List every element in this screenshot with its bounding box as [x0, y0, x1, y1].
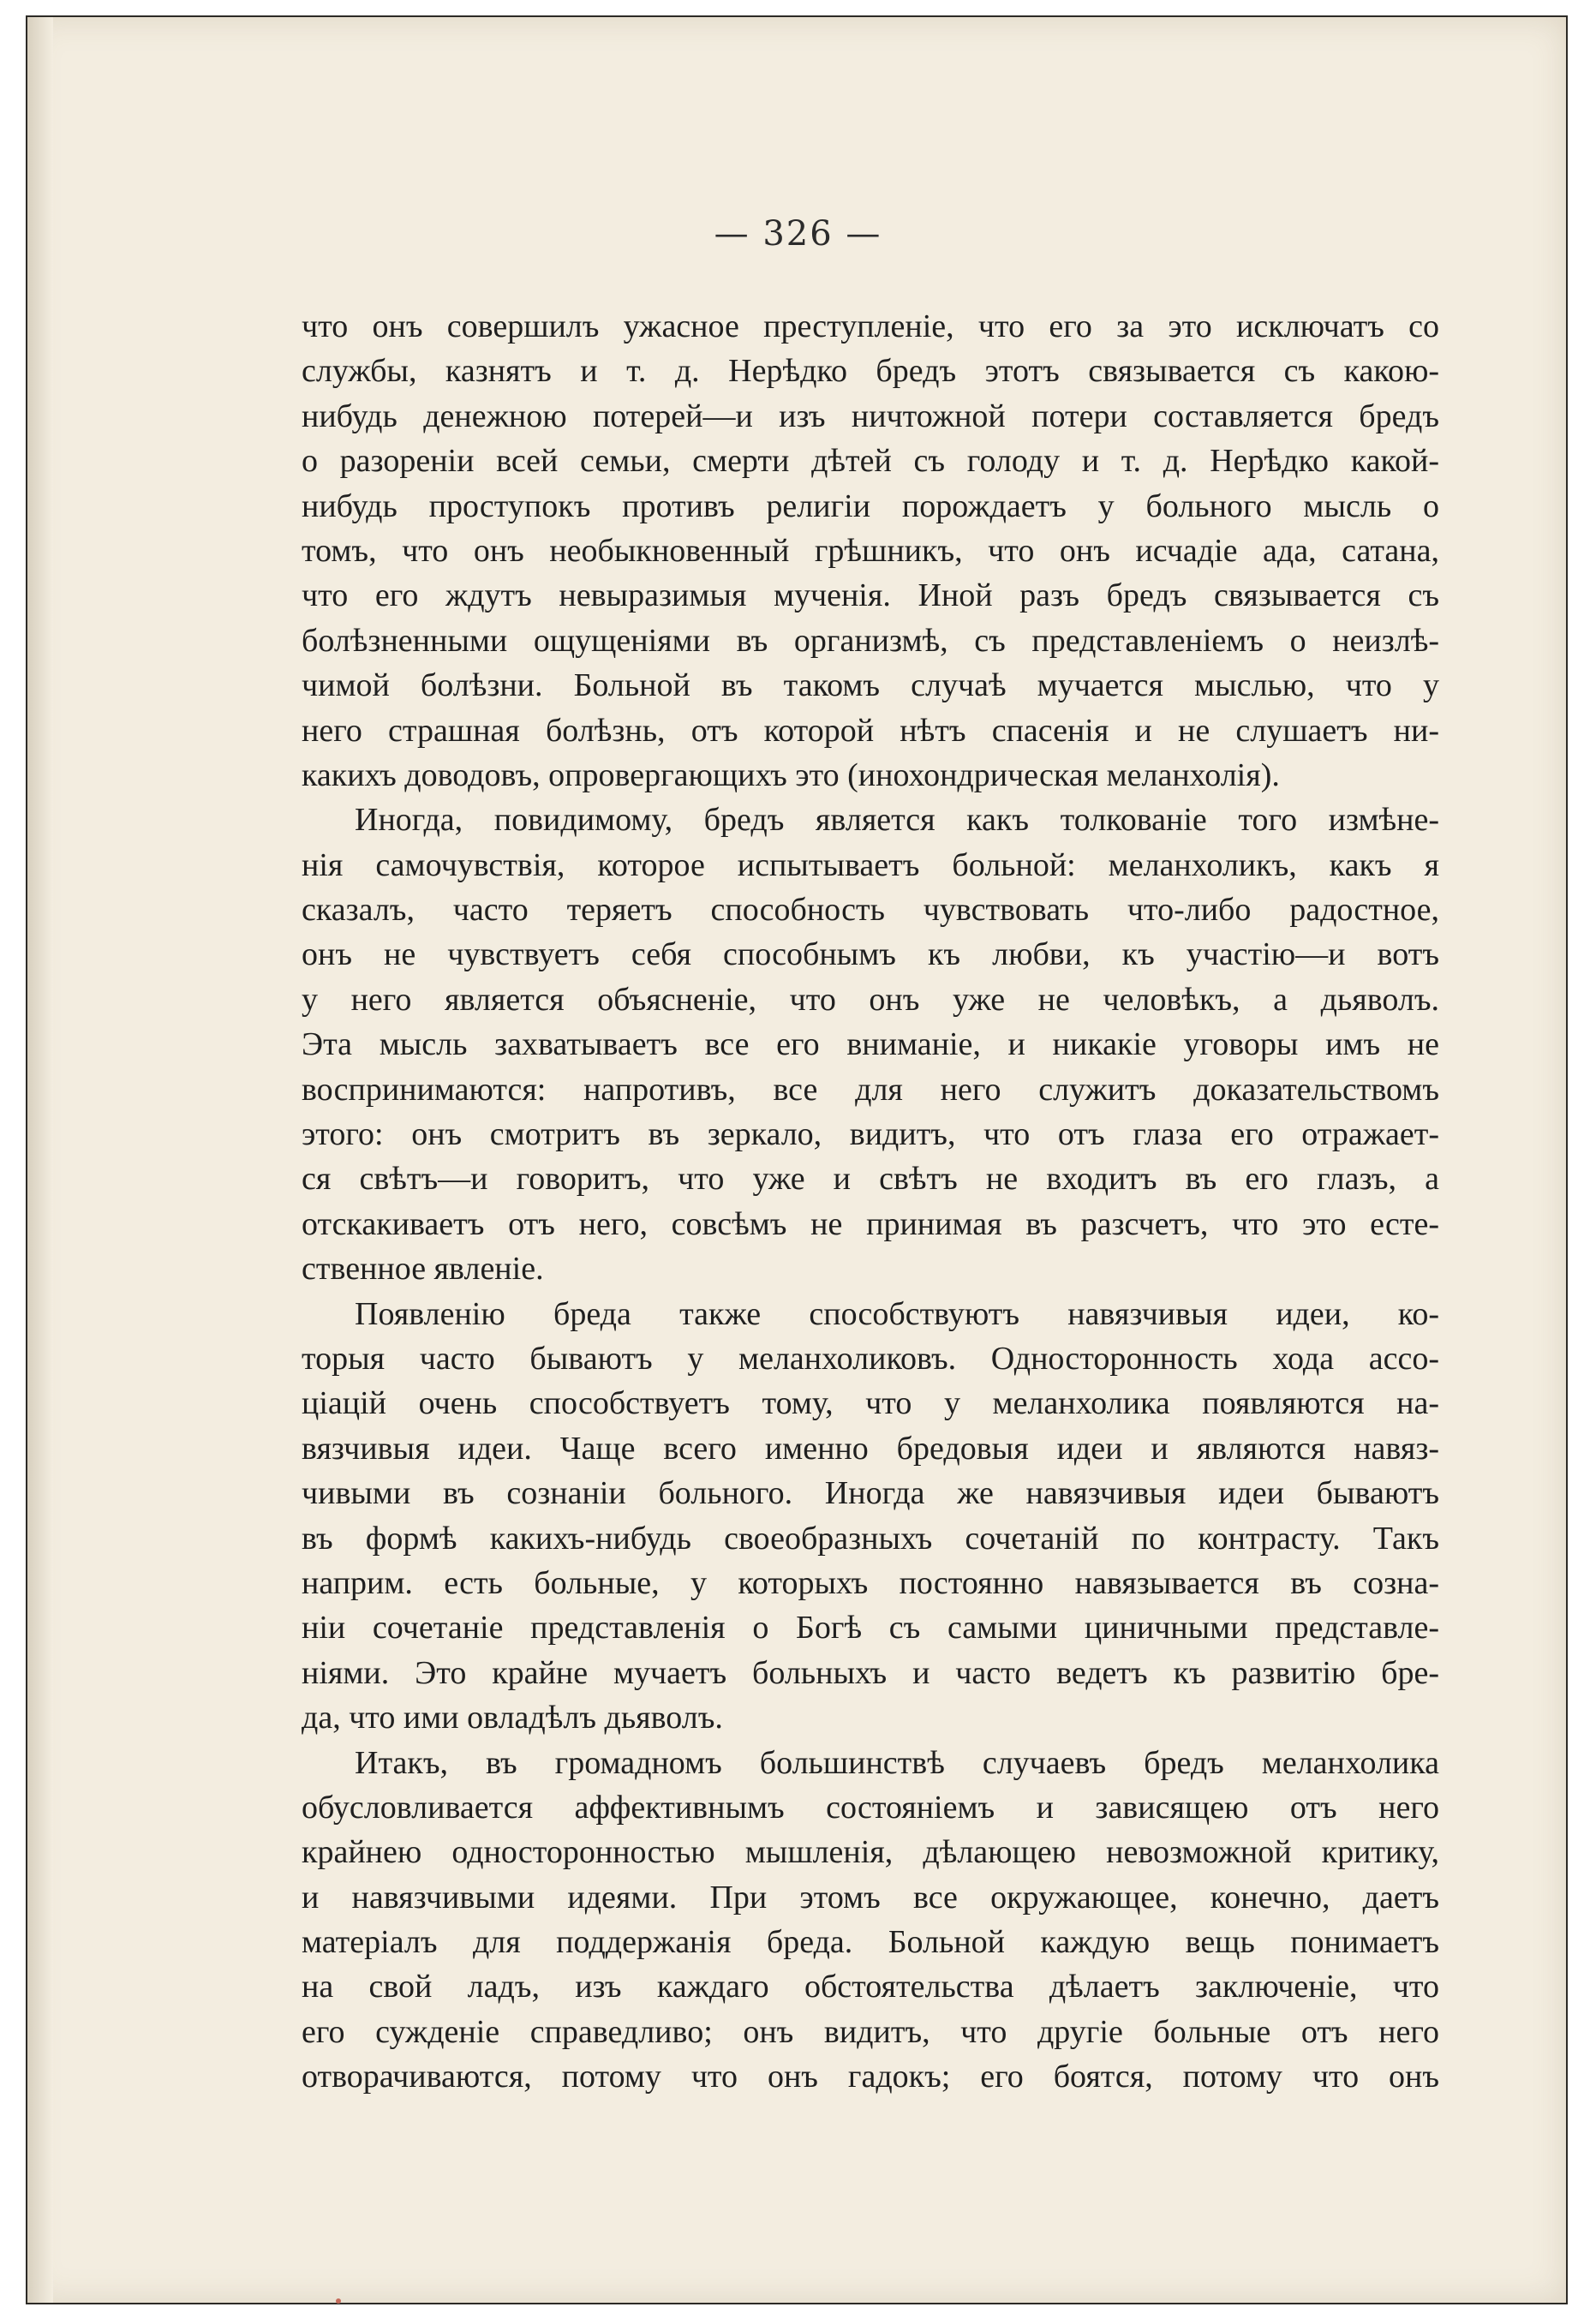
text-line: что его ждутъ невыразимыя мученія. Иной разъ бредъ связывается съ — [302, 577, 1439, 614]
text-line: какихъ доводовъ, опровергающихъ это (инохондрическая меланхолія). — [302, 756, 1280, 793]
text-line: торыя часто бываютъ у меланхоликовъ. Односторонность хода ассо- — [302, 1340, 1439, 1377]
text-line: томъ, что онъ необыкновенный грѣшникъ, что онъ исчадіе ада, сатана, — [302, 532, 1439, 569]
text-line: вязчивыя идеи. Чаще всего именно бредовыя идеи и являются навяз- — [302, 1430, 1439, 1467]
text-line: у него является объясненіе, что онъ уже не человѣкъ, а дьяволъ. — [302, 981, 1439, 1018]
text-line: ціацій очень способствуетъ тому, что у меланхолика появляются на- — [302, 1385, 1439, 1422]
text-line: нибудь денежною потерей—и изъ ничтожной потери составляется бредъ — [302, 397, 1439, 434]
paragraph-4 — [302, 1741, 1439, 2100]
text-line: Итакъ, въ громадномъ большинствѣ случаевъ бредъ меланхолика — [355, 1744, 1439, 1781]
text-line: чимой болѣзни. Больной въ такомъ случаѣ мучается мыслью, что у — [302, 667, 1439, 704]
paragraph-2 — [302, 798, 1439, 1291]
body-text — [302, 304, 1439, 2100]
text-line: нія самочувствія, которое испытываетъ больной: меланхоликъ, какъ я — [302, 846, 1439, 883]
text-line: матеріалъ для поддержанія бреда. Больной каждую вещь понимаетъ — [302, 1924, 1439, 1961]
text-line: него страшная болѣзнь, отъ которой нѣтъ спасенія и не слушаетъ ни- — [302, 712, 1439, 749]
text-line: Эта мысль захватываетъ все его вниманіе, и никакіе уговоры имъ не — [302, 1026, 1439, 1063]
text-line: ніями. Это крайне мучаетъ больныхъ и часто ведетъ къ развитію бре- — [302, 1654, 1439, 1691]
paragraph-1 — [302, 304, 1439, 798]
text-line: этого: онъ смотритъ въ зеркало, видитъ, что отъ глаза его отражает- — [302, 1116, 1439, 1153]
text-line: отворачиваются, потому что онъ гадокъ; его боятся, потому что онъ — [302, 2059, 1439, 2095]
page-gutter-shadow — [27, 17, 53, 2303]
text-line: онъ не чувствуетъ себя способнымъ къ любви, къ участію—и вотъ — [302, 936, 1439, 973]
text-line: отскакиваетъ отъ него, совсѣмъ не принимая въ разсчетъ, что это есте- — [302, 1205, 1439, 1242]
text-line: ніи сочетаніе представленія о Богѣ съ самыми циничными представле- — [302, 1610, 1439, 1647]
text-line: на свой ладъ, изъ каждаго обстоятельства дѣлаетъ заключеніе, что — [302, 1969, 1439, 2005]
text-line: Появленію бреда также способствуютъ навязчивыя идеи, ко- — [355, 1295, 1439, 1332]
scan-top-edge — [0, 0, 1596, 15]
text-line: чивыми въ сознаніи больного. Иногда же навязчивыя идеи бываютъ — [302, 1475, 1439, 1512]
text-line: крайнею односторонностью мышленія, дѣлающею невозможной критику, — [302, 1834, 1439, 1871]
text-line: воспринимаются: напротивъ, все для него служитъ доказательствомъ — [302, 1071, 1439, 1108]
text-line: Иногда, повидимому, бредъ является какъ толкованіе того измѣне- — [355, 802, 1439, 839]
ink-speck — [336, 2298, 341, 2304]
page-number: — 326 — — [714, 214, 882, 254]
text-line: сказалъ, часто теряетъ способность чувствовать что-либо радостное, — [302, 892, 1439, 929]
text-line: службы, казнятъ и т. д. Нерѣдко бредъ этотъ связывается съ какою- — [302, 353, 1439, 390]
paragraph-3 — [302, 1292, 1439, 1741]
text-line: о разореніи всей семьи, смерти дѣтей съ голоду и т. д. Нерѣдко какой- — [302, 443, 1439, 480]
text-line: нибудь проступокъ противъ религіи порождаетъ у больного мысль о — [302, 487, 1439, 524]
text-line: болѣзненными ощущеніями въ организмѣ, съ представленіемъ о неизлѣ- — [302, 622, 1439, 659]
text-line: въ формѣ какихъ-нибудь своеобразныхъ сочетаній по контрасту. Такъ — [302, 1520, 1439, 1557]
text-line: его сужденіе справедливо; онъ видитъ, что другіе больные отъ него — [302, 2013, 1439, 2050]
text-line: да, что ими овладѣлъ дьяволъ. — [302, 1700, 723, 1736]
text-line: ся свѣтъ—и говоритъ, что уже и свѣтъ не входитъ въ его глазъ, а — [302, 1161, 1439, 1198]
text-line: ственное явленіе. — [302, 1251, 544, 1288]
text-line: и навязчивыми идеями. При этомъ все окружающее, конечно, даетъ — [302, 1879, 1439, 1916]
text-line: наприм. есть больные, у которыхъ постоянно навязывается въ созна- — [302, 1564, 1439, 1601]
text-line: обусловливается аффективнымъ состояніемъ и зависящею отъ него — [302, 1789, 1439, 1826]
text-line: что онъ совершилъ ужасное преступленіе, что его за это исключатъ со — [302, 308, 1439, 344]
